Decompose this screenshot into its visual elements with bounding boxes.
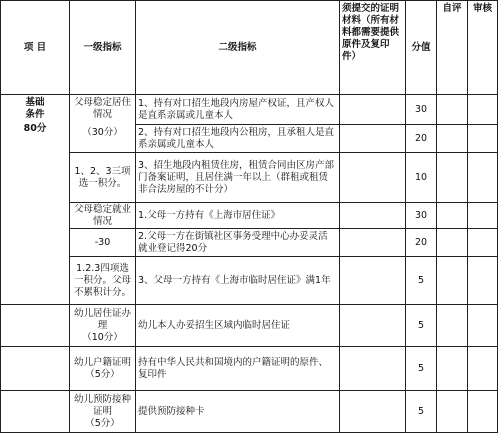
materials-cell bbox=[340, 305, 406, 347]
review-cell bbox=[468, 125, 498, 153]
header-level2: 二级指标 bbox=[136, 1, 340, 95]
materials-cell bbox=[340, 125, 406, 153]
self-eval-cell bbox=[437, 153, 468, 203]
level1-choice-note: 1、2、3三项选一积分。 bbox=[70, 153, 136, 203]
materials-cell bbox=[340, 95, 406, 125]
item-empty-cell bbox=[1, 305, 70, 347]
base-line3: 80分 bbox=[23, 123, 47, 134]
level2-cell: 幼儿本人办妥招生区域内临时居住证 bbox=[136, 305, 340, 347]
table-row bbox=[1, 203, 498, 229]
score-cell: 5 bbox=[406, 257, 437, 305]
self-eval-cell bbox=[437, 391, 468, 433]
level1-hukou-points: （5分） bbox=[85, 368, 120, 380]
review-cell bbox=[468, 391, 498, 433]
level2-cell: 2、持有对口招生地段内公租房，且承租人是直系亲属或儿童本人 bbox=[136, 125, 340, 153]
materials-cell bbox=[340, 203, 406, 229]
score-cell: 5 bbox=[406, 347, 437, 391]
review-cell bbox=[468, 203, 498, 229]
materials-cell bbox=[340, 257, 406, 305]
item-empty-cell bbox=[1, 347, 70, 391]
self-eval-cell bbox=[437, 125, 468, 153]
table-row bbox=[1, 305, 498, 347]
header-materials: 须提交的证明材料（所有材料都需要提供原件及复印件） bbox=[340, 1, 406, 95]
self-eval-cell bbox=[437, 229, 468, 257]
level2-cell: 持有中华人民共和国境内的户籍证明的原件、复印件 bbox=[136, 347, 340, 391]
level2-cell: 1.父母一方持有《上海市居住证》 bbox=[136, 203, 340, 229]
score-cell: 5 bbox=[406, 305, 437, 347]
table-row bbox=[1, 391, 498, 433]
score-cell: 20 bbox=[406, 229, 437, 257]
base-line2: 条件 bbox=[25, 109, 45, 120]
level1-residence-label: 父母稳定居住情况 bbox=[73, 97, 131, 120]
item-empty-cell bbox=[1, 391, 70, 433]
level2-cell: 1、持有对口招生地段内房屋产权证，且产权人是直系亲属或儿童本人 bbox=[136, 95, 340, 125]
level1-residence bbox=[70, 95, 136, 153]
base-condition-cell bbox=[1, 95, 70, 305]
header-level1: 一级指标 bbox=[70, 1, 136, 95]
level1-hukou bbox=[70, 347, 136, 391]
materials-cell bbox=[340, 153, 406, 203]
level1-hukou-label: 幼儿户籍证明 bbox=[73, 356, 131, 368]
self-eval-cell bbox=[437, 305, 468, 347]
self-eval-cell bbox=[437, 203, 468, 229]
level1-employment-note: 1.2.3四项选一积分。父母不累积计分。 bbox=[70, 257, 136, 305]
level1-child-residence-points: （10分） bbox=[82, 331, 123, 343]
score-cell: 5 bbox=[406, 391, 437, 433]
base-line1: 基础 bbox=[25, 97, 45, 108]
table-row bbox=[1, 153, 498, 203]
score-cell: 30 bbox=[406, 203, 437, 229]
table-row bbox=[1, 229, 498, 257]
level2-cell: 2.父母一方在街镇社区事务受理中心办妥灵活就业登记得20分 bbox=[136, 229, 340, 257]
review-cell bbox=[468, 229, 498, 257]
level2-cell: 3、招生地段内租赁住房，租赁合同由区房产部门备案证明，且居住满一年以上（群租或租赁非合法房屋的不计分） bbox=[136, 153, 340, 203]
header-review: 审核 bbox=[468, 1, 498, 95]
materials-cell bbox=[340, 391, 406, 433]
self-eval-cell bbox=[437, 347, 468, 391]
header-self-eval: 自评 bbox=[437, 1, 468, 95]
review-cell bbox=[468, 257, 498, 305]
level1-residence-points: （30分） bbox=[82, 127, 123, 138]
score-cell: 30 bbox=[406, 95, 437, 125]
score-cell: 10 bbox=[406, 153, 437, 203]
level1-vaccination bbox=[70, 391, 136, 433]
self-eval-cell bbox=[437, 257, 468, 305]
level2-cell: 提供预防接种卡 bbox=[136, 391, 340, 433]
review-cell bbox=[468, 95, 498, 125]
header-row bbox=[1, 1, 498, 95]
table-row bbox=[1, 347, 498, 391]
header-score: 分值 bbox=[406, 1, 437, 95]
level1-vaccination-label: 幼儿预防接种证明 bbox=[73, 393, 131, 417]
level1-child-residence-label: 幼儿居住证办理 bbox=[73, 307, 131, 331]
self-eval-cell bbox=[437, 95, 468, 125]
level1-child-residence bbox=[70, 305, 136, 347]
table-row bbox=[1, 257, 498, 305]
level1-vaccination-points: （5分） bbox=[85, 417, 120, 429]
level2-cell: 3、父母一方持有《上海市临时居住证》满1年 bbox=[136, 257, 340, 305]
materials-cell bbox=[340, 229, 406, 257]
materials-cell bbox=[340, 347, 406, 391]
header-item: 项 目 bbox=[1, 1, 70, 95]
review-cell bbox=[468, 347, 498, 391]
score-cell: 20 bbox=[406, 125, 437, 153]
table-row bbox=[1, 95, 498, 125]
level1-employment-points: -30 bbox=[70, 229, 136, 257]
level1-employment: 父母稳定就业情况 bbox=[70, 203, 136, 229]
review-cell bbox=[468, 305, 498, 347]
review-cell bbox=[468, 153, 498, 203]
